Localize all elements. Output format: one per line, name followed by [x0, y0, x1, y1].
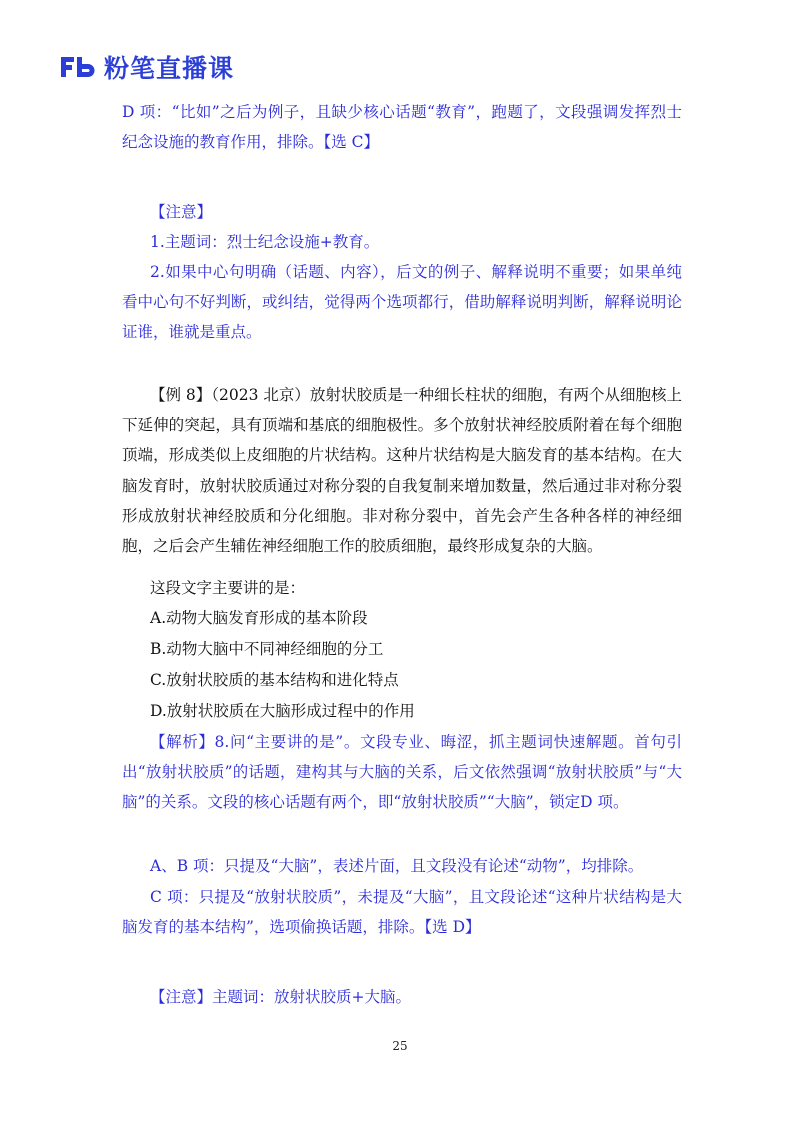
- note1-item2: 2.如果中心句明确（话题、内容），后文的例子、解释说明不重要；如果单纯看中心句不好判断，或纠结，觉得两个选项都行，借助解释说明判断，解释说明论证谁，谁就是重点。: [122, 263, 682, 342]
- option-b: B.动物大脑中不同神经细胞的分工: [150, 640, 384, 658]
- note2-text: 【注意】主题词：放射状胶质+大脑。: [150, 988, 411, 1006]
- analysis8-c: C 项：只提及“放射状胶质”，未提及“大脑”，且文段论述“这种片状结构是大脑发育的基本结构”，选项偷换话题，排除。【选 D】: [122, 888, 682, 937]
- page-number: 25: [392, 1039, 408, 1053]
- question8-prompt: 这段文字主要讲的是：: [150, 579, 306, 597]
- fb-logo-icon: [60, 55, 96, 79]
- brand-logo: [60, 52, 234, 82]
- analysis8-ab: A、B 项：只提及“大脑”，表述片面，且文段没有论述“动物”，均排除。: [150, 857, 644, 875]
- option-d: D.放射状胶质在大脑形成过程中的作用: [150, 702, 415, 720]
- option-a: A.动物大脑发育形成的基本阶段: [150, 609, 368, 627]
- question8-stem: 【例 8】（2023 北京）放射状胶质是一种细长柱状的细胞，有两个从细胞核上下延伸的突起，具有顶端和基底的细胞极性。多个放射状神经胶质附着在每个细胞顶端，形成类似上皮细胞的片状结构。这种片状结构是大脑发育的基本结构。在大脑发育时，放射状胶质通过对称分裂的自我复制来增加数量，然后通过非对称分裂形成放射状神经胶质和分化细胞。非对称分裂中，首先会产生各种各样的神经细胞，之后会产生辅佐神经细胞工作的胶质细胞，最终形成复杂的大脑。: [122, 386, 682, 556]
- logo-text: 粉笔直播课: [104, 54, 235, 83]
- note1-item1: 1.主题词：烈士纪念设施+教育。: [150, 233, 380, 251]
- option-c: C.放射状胶质的基本结构和进化特点: [150, 671, 399, 689]
- analysis-d-paragraph: D 项：“比如”之后为例子，且缺少核心话题“教育”，跑题了，文段强调发挥烈士纪念设施的教育作用，排除。【选 C】: [122, 103, 682, 152]
- analysis8-main: 【解析】8.问“主要讲的是”。文段专业、晦涩，抓主题词快速解题。首句引出“放射状胶质”的话题，建构其与大脑的关系，后文依然强调“放射状胶质”与“大脑”的关系。文段的核心话题有两个，即“放射状胶质”“大脑”，锁定D 项。: [122, 733, 682, 812]
- note1-title: 【注意】: [150, 203, 213, 221]
